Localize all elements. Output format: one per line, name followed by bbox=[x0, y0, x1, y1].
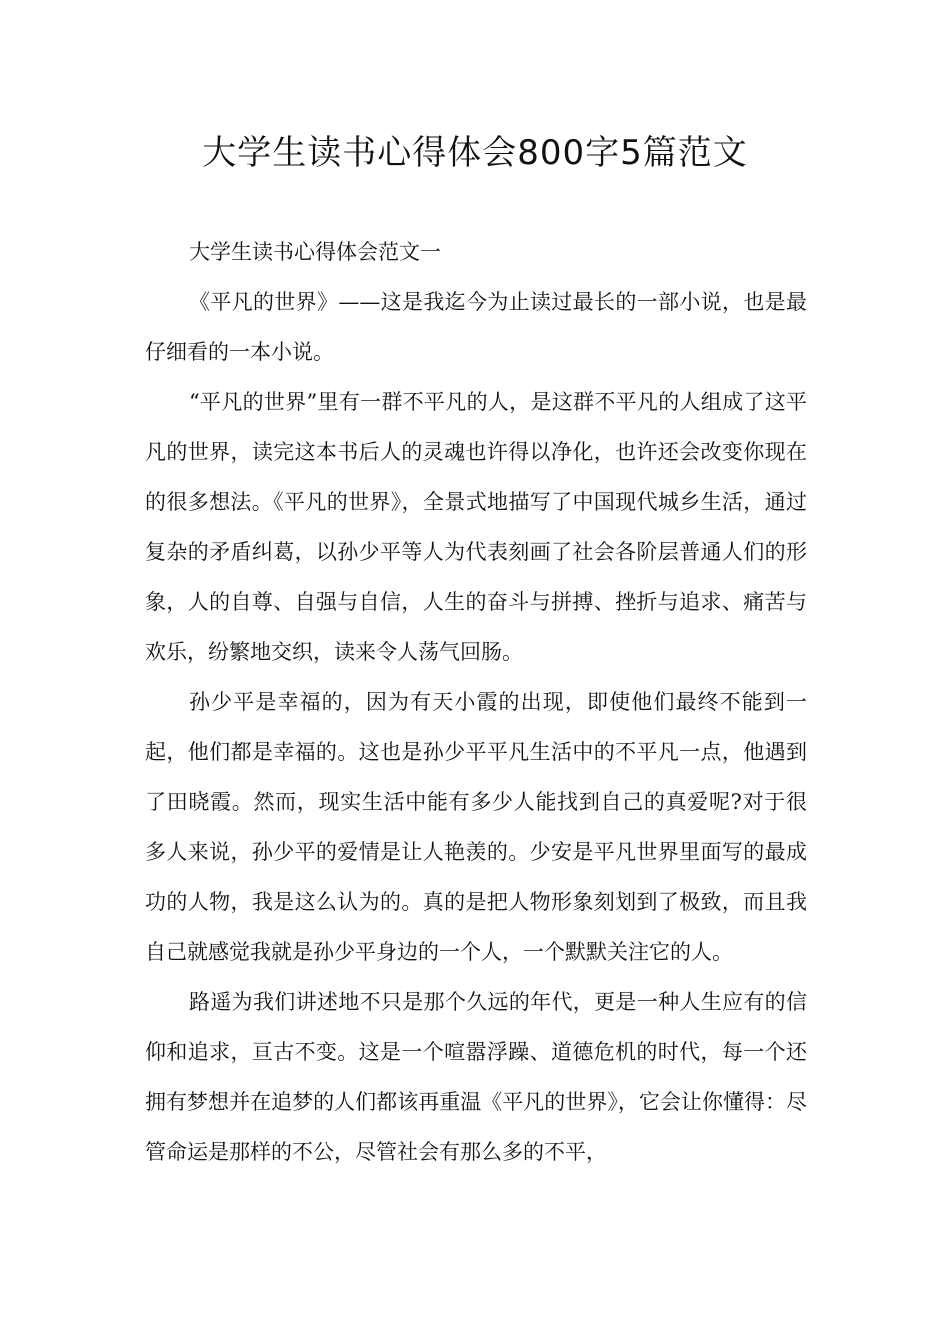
paragraph: 路遥为我们讲述地不只是那个久远的年代，更是一种人生应有的信仰和追求，亘古不变。这是一个喧嚣浮躁、道德危机的时代，每一个还拥有梦想并在追梦的人们都该再重温《平凡的世界》，它会让你懂得：尽管命运是那样的不公，尽管社会有那么多的不平， bbox=[145, 990, 807, 1164]
paragraph: 《平凡的世界》——这是我迄今为止读过最长的一部小说，也是最仔细看的一本小说。 bbox=[145, 290, 807, 364]
paragraph-section-heading: 大学生读书心得体会范文一 bbox=[189, 240, 441, 264]
paragraph: “平凡的世界”里有一群不平凡的人，是这群不平凡的人组成了这平凡的世界，读完这本书后人的灵魂也许得以净化，也许还会改变你现在的很多想法。《平凡的世界》，全景式地描写了中国现代城乡生活，通过复杂的矛盾纠葛，以孙少平等人为代表刻画了社会各阶层普通人们的形象，人的自尊、自强与自信，人生的奋斗与拼搏、挫折与追求、痛苦与欢乐，纷繁地交织，读来令人荡气回肠。 bbox=[145, 390, 807, 664]
document-body bbox=[145, 227, 807, 1177]
paragraph: 孙少平是幸福的，因为有天小霞的出现，即使他们最终不能到一起，他们都是幸福的。这也是孙少平平凡生活中的不平凡一点，他遇到了田晓霞。然而，现实生活中能有多少人能找到自己的真爱呢?对于很多人来说，孙少平的爱情是让人艳羡的。少安是平凡世界里面写的最成功的人物，我是这么认为的。真的是把人物形象刻划到了极致，而且我自己就感觉我就是孙少平身边的一个人，一个默默关注它的人。 bbox=[145, 690, 807, 964]
document-title: 大学生读书心得体会800字5篇范文 bbox=[202, 133, 748, 173]
